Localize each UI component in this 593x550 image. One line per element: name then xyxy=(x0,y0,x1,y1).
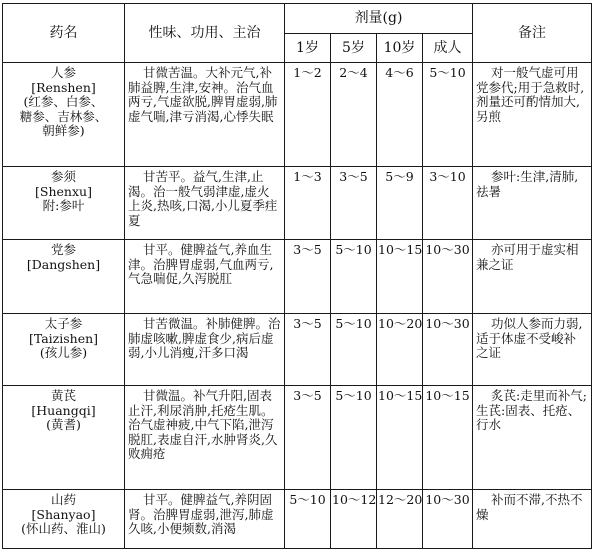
table-row xyxy=(3,386,592,490)
herb-note: 补而不滞,不热不燥 xyxy=(473,490,592,549)
herb-name-line: 太子参 xyxy=(44,316,83,331)
dose-cell: 5～10 xyxy=(423,63,473,167)
dose-cell: 10～15 xyxy=(377,240,423,314)
dose-cell: 10～15 xyxy=(423,386,473,490)
dose-cell: 5～9 xyxy=(377,167,423,240)
header-age: 10岁 xyxy=(377,34,423,63)
table-row xyxy=(3,167,592,240)
herb-effect: 甘苦平。益气,生津,止渴。治一般气弱津虚,虚火上炎,热咳,口渴,小儿夏季疰夏 xyxy=(125,167,285,240)
table-row xyxy=(3,314,592,386)
dose-cell: 5～10 xyxy=(285,490,331,549)
herb-note: 对一般气虚可用党参代;用于急救时,剂量还可酌情加大,另煎 xyxy=(473,63,592,167)
dose-cell: 4～6 xyxy=(377,63,423,167)
header-age: 1岁 xyxy=(285,34,331,63)
herb-name xyxy=(3,490,125,549)
dose-cell: 10～30 xyxy=(423,490,473,549)
herb-name-line: 人参 xyxy=(50,65,76,80)
dose-cell: 10～15 xyxy=(377,386,423,490)
header-dose: 剂量(g) xyxy=(285,4,473,34)
herb-name-line: 糖参、吉林参、 xyxy=(19,108,108,124)
table-row xyxy=(3,240,592,314)
table-row xyxy=(3,63,592,167)
dose-cell: 5～10 xyxy=(331,240,377,314)
herb-name-line: [Taizishen] xyxy=(28,330,99,346)
dose-cell: 10～20 xyxy=(377,314,423,386)
herb-note: 亦可用于虚实相兼之证 xyxy=(473,240,592,314)
dose-cell: 2～4 xyxy=(331,63,377,167)
dose-cell: 10～12 xyxy=(331,490,377,549)
dose-cell: 3～5 xyxy=(331,167,377,240)
herb-name xyxy=(3,314,125,386)
herb-name-line: (红参、白参、 xyxy=(23,94,104,109)
herb-effect: 甘微温。补气升阳,固表止汗,利尿消肿,托疮生肌。治气虚神疲,中气下陷,泄泻脱肛,表虚自汗,水肿肾炎,久败痈疮 xyxy=(125,386,285,490)
herb-note: 功似人参而力弱,适于体虚不受峻补之证 xyxy=(473,314,592,386)
header-effect: 性味、功用、主治 xyxy=(125,4,285,63)
herb-name xyxy=(3,167,125,240)
herb-name xyxy=(3,386,125,490)
header-note: 备注 xyxy=(473,4,592,63)
herb-note: 参叶:生津,清肺,祛暑 xyxy=(473,167,592,240)
dose-cell: 5～10 xyxy=(331,386,377,490)
herb-name-line: 黄芪 xyxy=(50,388,76,403)
herb-name-line: [Shanyao] xyxy=(31,506,96,522)
herb-effect: 甘平。健脾益气,养阴固肾。治脾胃虚弱,泄泻,肺虚久咳,小便频数,消渴 xyxy=(125,490,285,549)
herb-name-line: 附:参叶 xyxy=(42,198,85,213)
table-row xyxy=(3,490,592,549)
herb-note: 炙芪:走里而补气;生芪:固表、托疮、行水 xyxy=(473,386,592,490)
herb-name-line: (怀山药、淮山) xyxy=(21,521,106,536)
herb-name-line: 朝鲜参) xyxy=(42,123,85,138)
herb-effect: 甘苦微温。补肺健脾。治肺虚咳嗽,脾虚食少,病后虚弱,小儿消瘦,汗多口渴 xyxy=(125,314,285,386)
header-name: 药名 xyxy=(3,4,125,63)
dose-cell: 10～30 xyxy=(423,240,473,314)
dose-cell: 3～5 xyxy=(285,240,331,314)
herb-name xyxy=(3,63,125,167)
herb-name-line: [Renshen] xyxy=(31,79,96,95)
herb-name-line: 参须 xyxy=(50,169,76,184)
dose-cell: 3～10 xyxy=(423,167,473,240)
dose-cell: 5～10 xyxy=(331,314,377,386)
herb-name-line: (孩儿参) xyxy=(39,345,88,360)
dose-cell: 10～30 xyxy=(423,314,473,386)
header-age: 成人 xyxy=(423,34,473,63)
herb-name xyxy=(3,240,125,314)
dose-cell: 1～2 xyxy=(285,63,331,167)
herb-name-line: (黄耆) xyxy=(46,417,81,432)
herb-name-line: [Dangshen] xyxy=(26,256,101,272)
herb-effect: 甘平。健脾益气,养血生津。治脾胃虚弱,气血两亏,气急喘促,久泻脱肛 xyxy=(125,240,285,314)
herb-table xyxy=(2,3,592,549)
herb-name-line: [Huangqi] xyxy=(31,402,96,418)
herb-name-line: 党参 xyxy=(50,242,76,257)
dose-cell: 3～5 xyxy=(285,314,331,386)
dose-cell: 3～5 xyxy=(285,386,331,490)
dose-cell: 1～3 xyxy=(285,167,331,240)
header-age: 5岁 xyxy=(331,34,377,63)
herb-name-line: 山药 xyxy=(50,492,76,507)
dose-cell: 12～20 xyxy=(377,490,423,549)
herb-name-line: [Shenxu] xyxy=(35,183,92,199)
herb-effect: 甘微苦温。大补元气,补肺益脾,生津,安神。治气血两亏,气虚欲脱,脾胃虚弱,肺虚气喘,津亏消渴,心悸失眠 xyxy=(125,63,285,167)
